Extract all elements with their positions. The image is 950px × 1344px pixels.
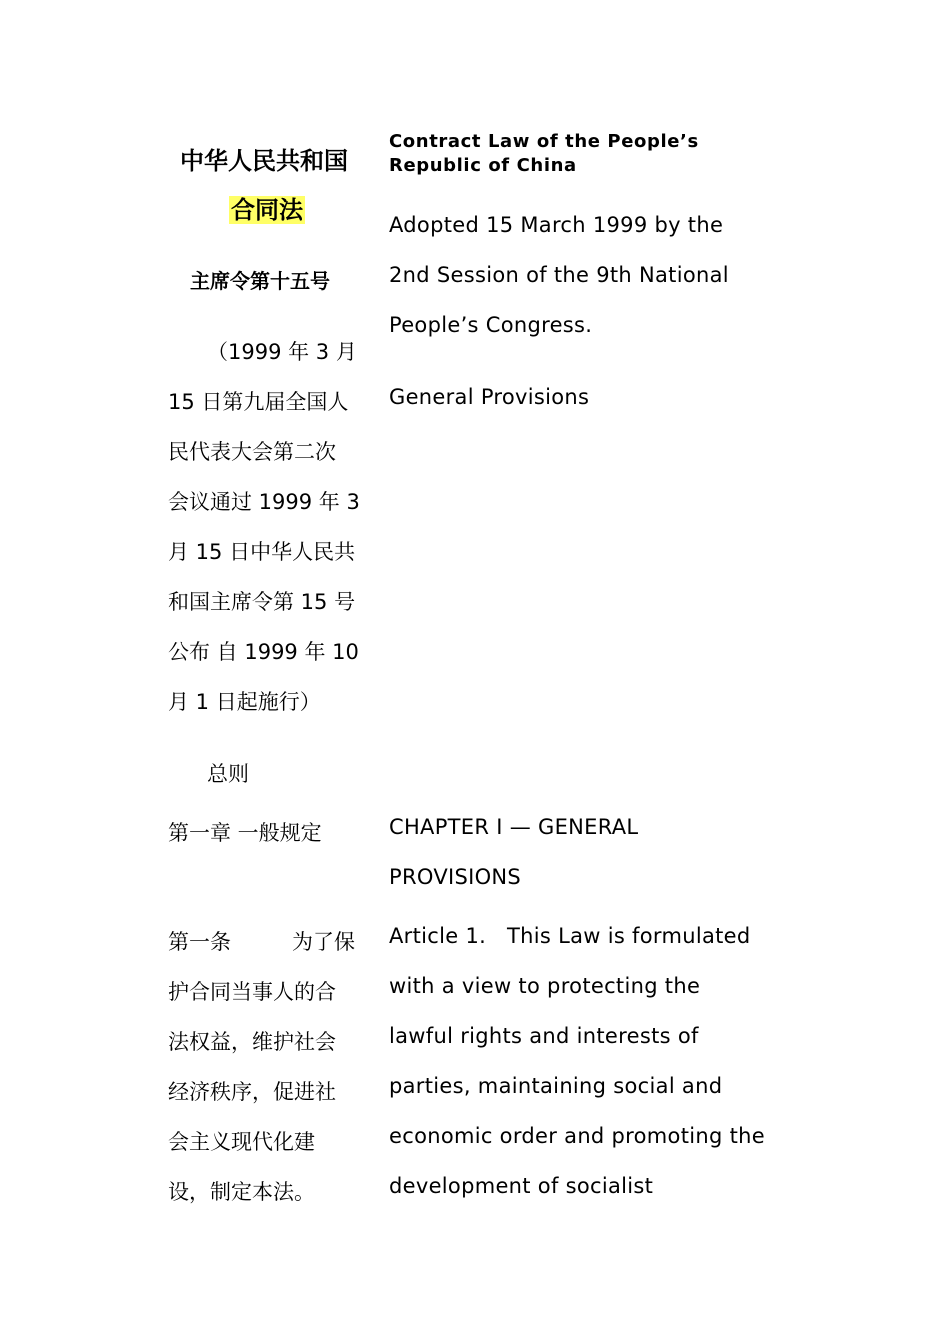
- cn-article1-line: 护合同当事人的合: [168, 980, 336, 1004]
- cn-adoption-line: 会议通过 1999 年 3: [168, 490, 360, 514]
- cn-adoption-line: 月 15 日中华人民共: [168, 540, 356, 564]
- cn-title-line1: 中华人民共和国: [180, 147, 348, 175]
- en-chapter-heading-line: CHAPTER I — GENERAL: [389, 815, 639, 839]
- en-article1-label: Article 1.: [389, 924, 487, 948]
- en-article1-line: economic order and promoting the: [389, 1124, 765, 1148]
- cn-adoption-line: 月 1 日起施行）: [168, 690, 321, 714]
- en-article1-line: parties, maintaining social and: [389, 1074, 723, 1098]
- en-adoption-line: People’s Congress.: [389, 313, 593, 337]
- cn-adoption-line: （1999 年 3 月: [207, 340, 357, 364]
- cn-article1-line: 法权益，维护社会: [168, 1030, 336, 1054]
- cn-adoption-line: 15 日第九届全国人: [168, 390, 349, 414]
- cn-adoption-line: 民代表大会第二次: [168, 440, 336, 464]
- cn-adoption-line: 公布 自 1999 年 10: [168, 640, 359, 664]
- en-title-line2: Republic of China: [389, 155, 577, 176]
- cn-article1-line: 设，制定本法。: [168, 1180, 315, 1204]
- en-article1-line: development of socialist: [389, 1174, 654, 1198]
- cn-general-provisions: 总则: [207, 762, 249, 786]
- cn-title-line2: [229, 190, 305, 225]
- cn-presidential-order: 主席令第十五号: [190, 269, 330, 293]
- en-general-provisions: General Provisions: [389, 385, 590, 409]
- cn-article1-line: 经济秩序，促进社: [168, 1080, 336, 1104]
- en-article1-line: with a view to protecting the: [389, 974, 701, 998]
- en-article1-line: This Law is formulated: [507, 924, 751, 948]
- en-adoption-line: Adopted 15 March 1999 by the: [389, 213, 724, 237]
- en-chapter-heading-line: PROVISIONS: [389, 865, 522, 889]
- cn-article1-line: 为了保: [292, 930, 355, 954]
- cn-adoption-line: 和国主席令第 15 号: [168, 590, 356, 614]
- en-article1-line: lawful rights and interests of: [389, 1024, 699, 1048]
- cn-chapter-heading: 第一章 一般规定: [168, 821, 322, 845]
- cn-article1-line: 会主义现代化建: [168, 1130, 315, 1154]
- cn-article1-label: 第一条: [168, 930, 231, 954]
- en-title-line1: Contract Law of the People’s: [389, 131, 699, 152]
- cn-title-highlight: 合同法: [231, 196, 303, 224]
- en-adoption-line: 2nd Session of the 9th National: [389, 263, 729, 287]
